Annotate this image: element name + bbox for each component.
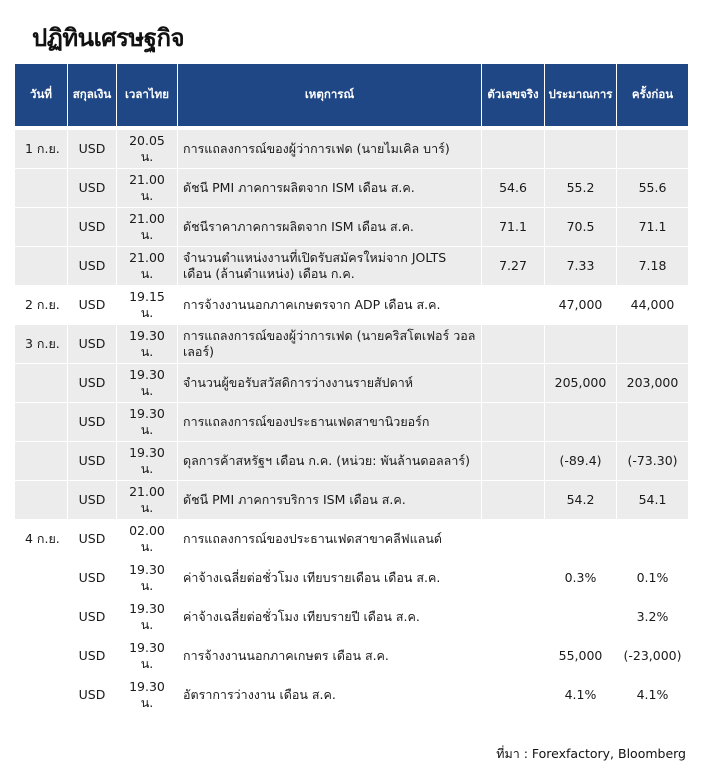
actual-cell — [482, 676, 545, 715]
event-cell: ค่าจ้างเฉลี่ยต่อชั่วโมง เทียบรายปี เดือน ส.ค. — [178, 598, 482, 637]
table-row — [15, 325, 688, 364]
day-cell: 2 ก.ย. — [15, 286, 68, 325]
previous-cell: 203,000 — [617, 364, 688, 403]
currency-cell: USD — [68, 247, 117, 286]
time-cell: 21.00 น. — [117, 208, 178, 247]
time-cell: 19.30 น. — [117, 364, 178, 403]
actual-cell — [482, 130, 545, 169]
source-note: ที่มา : Forexfactory, Bloomberg — [496, 746, 686, 761]
time-cell: 21.00 น. — [117, 169, 178, 208]
header-previous: ครั้งก่อน — [617, 64, 688, 130]
previous-cell: 54.1 — [617, 481, 688, 520]
currency-cell: USD — [68, 286, 117, 325]
previous-cell: 3.2% — [617, 598, 688, 637]
page-title: ปฏิทินเศรษฐกิจ — [32, 24, 185, 52]
table-row — [15, 130, 688, 169]
currency-cell: USD — [68, 403, 117, 442]
table-row — [15, 286, 688, 325]
currency-cell: USD — [68, 559, 117, 598]
previous-cell — [617, 520, 688, 559]
currency-cell: USD — [68, 481, 117, 520]
day-cell — [15, 169, 68, 208]
day-cell — [15, 364, 68, 403]
currency-cell: USD — [68, 208, 117, 247]
previous-cell — [617, 325, 688, 364]
currency-cell: USD — [68, 169, 117, 208]
table-row — [15, 169, 688, 208]
header-actual: ตัวเลขจริง — [482, 64, 545, 130]
event-cell: การจ้างงานนอกภาคเกษตรจาก ADP เดือน ส.ค. — [178, 286, 482, 325]
event-cell: จำนวนผู้ขอรับสวัสดิการว่างงานรายสัปดาห์ — [178, 364, 482, 403]
table-body — [15, 130, 688, 715]
table-row — [15, 364, 688, 403]
table-row — [15, 676, 688, 715]
forecast-cell: 55,000 — [545, 637, 617, 676]
event-cell: ดัชนีราคาภาคการผลิตจาก ISM เดือน ส.ค. — [178, 208, 482, 247]
currency-cell: USD — [68, 676, 117, 715]
forecast-cell: 47,000 — [545, 286, 617, 325]
time-cell: 21.00 น. — [117, 481, 178, 520]
table-row — [15, 442, 688, 481]
previous-cell — [617, 130, 688, 169]
time-cell: 19.30 น. — [117, 559, 178, 598]
day-cell: 1 ก.ย. — [15, 130, 68, 169]
time-cell: 19.30 น. — [117, 325, 178, 364]
event-cell: อัตราการว่างงาน เดือน ส.ค. — [178, 676, 482, 715]
event-cell: การจ้างงานนอกภาคเกษตร เดือน ส.ค. — [178, 637, 482, 676]
day-cell — [15, 637, 68, 676]
forecast-cell — [545, 598, 617, 637]
time-cell: 19.30 น. — [117, 637, 178, 676]
time-cell: 19.30 น. — [117, 403, 178, 442]
time-cell: 19.30 น. — [117, 598, 178, 637]
previous-cell: 4.1% — [617, 676, 688, 715]
currency-cell: USD — [68, 364, 117, 403]
actual-cell — [482, 325, 545, 364]
time-cell: 02.00 น. — [117, 520, 178, 559]
header-event: เหตุการณ์ — [178, 64, 482, 130]
day-cell: 3 ก.ย. — [15, 325, 68, 364]
forecast-cell: 205,000 — [545, 364, 617, 403]
day-cell: 4 ก.ย. — [15, 520, 68, 559]
day-cell — [15, 676, 68, 715]
currency-cell: USD — [68, 130, 117, 169]
table-header-row — [15, 64, 688, 130]
day-cell — [15, 442, 68, 481]
table-row — [15, 403, 688, 442]
actual-cell — [482, 481, 545, 520]
previous-cell: 55.6 — [617, 169, 688, 208]
time-cell: 19.30 น. — [117, 676, 178, 715]
forecast-cell: 4.1% — [545, 676, 617, 715]
forecast-cell — [545, 325, 617, 364]
event-cell: การแถลงการณ์ของผู้ว่าการเฟด (นายไมเคิล บาร์) — [178, 130, 482, 169]
previous-cell: 71.1 — [617, 208, 688, 247]
forecast-cell — [545, 403, 617, 442]
day-cell — [15, 481, 68, 520]
table-row — [15, 559, 688, 598]
time-cell: 19.30 น. — [117, 442, 178, 481]
actual-cell — [482, 637, 545, 676]
currency-cell: USD — [68, 598, 117, 637]
day-cell — [15, 403, 68, 442]
time-cell: 19.15 น. — [117, 286, 178, 325]
actual-cell: 7.27 — [482, 247, 545, 286]
table-row — [15, 520, 688, 559]
currency-cell: USD — [68, 520, 117, 559]
currency-cell: USD — [68, 325, 117, 364]
event-cell: ดุลการค้าสหรัฐฯ เดือน ก.ค. (หน่วย: พันล้านดอลลาร์) — [178, 442, 482, 481]
previous-cell: 44,000 — [617, 286, 688, 325]
header-currency: สกุลเงิน — [68, 64, 117, 130]
previous-cell: (-73.30) — [617, 442, 688, 481]
table-row — [15, 637, 688, 676]
actual-cell — [482, 403, 545, 442]
actual-cell — [482, 442, 545, 481]
forecast-cell: 7.33 — [545, 247, 617, 286]
previous-cell: (-23,000) — [617, 637, 688, 676]
day-cell — [15, 598, 68, 637]
header-day: วันที่ — [15, 64, 68, 130]
table-row — [15, 598, 688, 637]
forecast-cell — [545, 130, 617, 169]
previous-cell — [617, 403, 688, 442]
economic-calendar-table — [15, 64, 688, 715]
table-row — [15, 247, 688, 286]
forecast-cell: 54.2 — [545, 481, 617, 520]
actual-cell — [482, 520, 545, 559]
event-cell: การแถลงการณ์ของประธานเฟดสาขาคลีฟแลนด์ — [178, 520, 482, 559]
event-cell: ดัชนี PMI ภาคการบริการ ISM เดือน ส.ค. — [178, 481, 482, 520]
event-cell: การแถลงการณ์ของประธานเฟดสาขานิวยอร์ก — [178, 403, 482, 442]
forecast-cell: 55.2 — [545, 169, 617, 208]
header-time: เวลาไทย — [117, 64, 178, 130]
actual-cell — [482, 598, 545, 637]
day-cell — [15, 559, 68, 598]
forecast-cell: 70.5 — [545, 208, 617, 247]
table-row — [15, 208, 688, 247]
actual-cell — [482, 286, 545, 325]
event-cell: ค่าจ้างเฉลี่ยต่อชั่วโมง เทียบรายเดือน เดือน ส.ค. — [178, 559, 482, 598]
previous-cell: 0.1% — [617, 559, 688, 598]
actual-cell: 71.1 — [482, 208, 545, 247]
event-cell: การแถลงการณ์ของผู้ว่าการเฟด (นายคริสโตเฟอร์ วอลเลอร์) — [178, 325, 482, 364]
actual-cell — [482, 364, 545, 403]
currency-cell: USD — [68, 637, 117, 676]
day-cell — [15, 247, 68, 286]
table-row — [15, 481, 688, 520]
actual-cell — [482, 559, 545, 598]
actual-cell: 54.6 — [482, 169, 545, 208]
forecast-cell: 0.3% — [545, 559, 617, 598]
time-cell: 21.00 น. — [117, 247, 178, 286]
time-cell: 20.05 น. — [117, 130, 178, 169]
event-cell: จำนวนตำแหน่งงานที่เปิดรับสมัครใหม่จาก JOLTS เดือน (ล้านตำแหน่ง) เดือน ก.ค. — [178, 247, 482, 286]
previous-cell: 7.18 — [617, 247, 688, 286]
currency-cell: USD — [68, 442, 117, 481]
header-forecast: ประมาณการ — [545, 64, 617, 130]
event-cell: ดัชนี PMI ภาคการผลิตจาก ISM เดือน ส.ค. — [178, 169, 482, 208]
forecast-cell: (-89.4) — [545, 442, 617, 481]
day-cell — [15, 208, 68, 247]
forecast-cell — [545, 520, 617, 559]
